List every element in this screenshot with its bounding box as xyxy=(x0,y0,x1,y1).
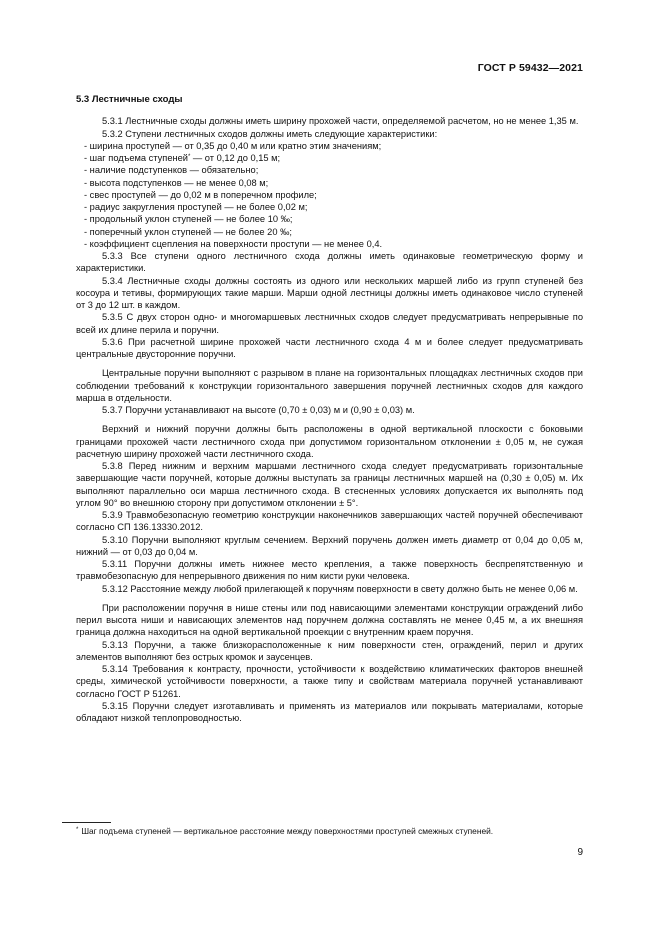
list-item: - продольный уклон ступеней — не более 10 ‰; xyxy=(84,214,293,225)
footnote-separator xyxy=(62,822,111,823)
list-item: - ширина проступей — от 0,35 до 0,40 м или кратно этим значениям; xyxy=(84,140,382,151)
footnote-mark: * xyxy=(76,827,79,833)
paragraph-5-3-6: 5.3.6 При расчетной ширине прохожей части лестничного схода 4 м и более следует предусматривать центральные двусторонние поручни. xyxy=(76,336,583,359)
footnote-marker: * xyxy=(188,154,191,160)
list-item: - свес проступей — до 0,02 м в поперечном профиле; xyxy=(84,189,317,200)
paragraph-5-3-9: 5.3.9 Травмобезопасную геометрию конструкции наконечников завершающих частей поручней обеспечивают согласно СП 136.13330.2012. xyxy=(76,510,583,533)
paragraph-5-3-3: 5.3.3 Все ступени одного лестничного схода должны иметь одинаковые геометрическую форму и характеристики. xyxy=(76,251,583,274)
paragraph-central-handrails: Центральные поручни выполняют с разрывом в плане на горизонтальных площадках лестничных сходов при соблюдении требований к конструкции горизонтального завершения поручней лестничных сходов для каждого марша в отдельности. xyxy=(76,368,583,403)
paragraph-5-3-4: 5.3.4 Лестничные сходы должны состоять из одного или нескольких маршей либо из групп ступеней без косоура и тетивы, формирующих такие марши. Марши одной лестницы должны иметь одинаковое число ступеней от 3 до 12 шт. в каждом. xyxy=(76,275,583,310)
list-item: - наличие подступенков — обязательно; xyxy=(84,165,259,176)
footnote-text: Шаг подъема ступеней — вертикальное расстояние между поверхностями проступей смежных ступеней. xyxy=(81,826,494,836)
paragraph-5-3-11: 5.3.11 Поручни должны иметь нижнее место крепления, а также поверхность беспрепятственную и травмобезопасную для непрерывного движения по ним кисти руки человека. xyxy=(76,559,583,582)
paragraph-5-3-14: 5.3.14 Требования к контрасту, прочности, устойчивости к воздействию климатических факторов внешней среды, химической устойчивости поверхности, а также типу и свойствам материала поручней устанавливают согласно ГОСТ Р 51261. xyxy=(76,664,583,699)
paragraph-upper-lower-handrails: Верхний и нижний поручни должны быть расположены в одной вертикальной плоскости с боковыми границами прохожей части лестничного схода при допустимом горизонтальном отклонении ± 0,05 м, не сужая расчетную ширину прохожей части лестничного схода. xyxy=(76,424,583,459)
paragraph-5-3-5: 5.3.5 С двух сторон одно- и многомаршевых лестничных сходов следует предусматривать непрерывные по всей их длине перила и поручни. xyxy=(76,312,583,335)
characteristics-list xyxy=(76,140,583,250)
list-item: - шаг подъема ступеней* — от 0,12 до 0,15 м; xyxy=(84,153,281,163)
paragraph-5-3-15: 5.3.15 Поручни следует изготавливать и применять из материалов или покрывать материалами, которые обладают низкой теплопроводностью. xyxy=(76,700,583,723)
list-item: - высота подступенков — не менее 0,08 м; xyxy=(84,177,269,188)
paragraph-5-3-8: 5.3.8 Перед нижним и верхним маршами лестничного схода следует предусматривать горизонтальные завершающие части поручней, которые должны выступать за границы лестничных маршей на (0,30 ± 0,05) м. Их выполняют параллельно оси марша лестничного схода. В стесненных условиях допускается их выполнять под углом 90° во внешнюю сторону при допустимом отклонении ± 5°. xyxy=(76,461,583,508)
page-number: 9 xyxy=(577,847,583,858)
section-heading: 5.3 Лестничные сходы xyxy=(76,94,183,105)
standard-designation: ГОСТ Р 59432—2021 xyxy=(477,62,583,74)
list-item: - радиус закругления проступей — не более 0,02 м; xyxy=(84,202,308,212)
list-item: - коэффициент сцепления на поверхности проступи — не менее 0,4. xyxy=(84,238,383,249)
paragraph-5-3-13: 5.3.13 Поручни, а также близкорасположенные к ним поверхности стен, ограждений, перил и других элементов выполняют без острых кромок и заусенцев. xyxy=(76,639,583,662)
paragraph-5-3-10: 5.3.10 Поручни выполняют круглым сечением. Верхний поручень должен иметь диаметр от 0,04 до 0,05 м, нижний — от 0,03 до 0,04 м. xyxy=(76,534,583,557)
footnote xyxy=(76,826,586,837)
paragraph-5-3-2: 5.3.2 Ступени лестничных сходов должны иметь следующие характеристики: xyxy=(102,128,438,139)
list-item: - поперечный уклон ступеней — не более 20 ‰; xyxy=(84,226,292,237)
document-body xyxy=(76,94,583,724)
paragraph-5-3-12: 5.3.12 Расстояние между любой прилегающей к поручням поверхности в свету должно быть не менее 0,06 м. xyxy=(102,583,578,594)
paragraph-niche-handrail: При расположении поручня в нише стены или под нависающими элементами конструкции ограждений либо перил высота ниши и нависающих элементов над поручнем должна составлять не менее 0,45 м, а их внешняя граница должна находиться на одной вертикальной проекции с внутренним краем поручня. xyxy=(76,602,583,638)
paragraph-5-3-1: 5.3.1 Лестничные сходы должны иметь ширину прохожей части, определяемой расчетом, но не менее 1,35 м. xyxy=(102,116,579,127)
paragraph-5-3-7: 5.3.7 Поручни устанавливают на высоте (0,70 ± 0,03) м и (0,90 ± 0,03) м. xyxy=(102,405,415,415)
